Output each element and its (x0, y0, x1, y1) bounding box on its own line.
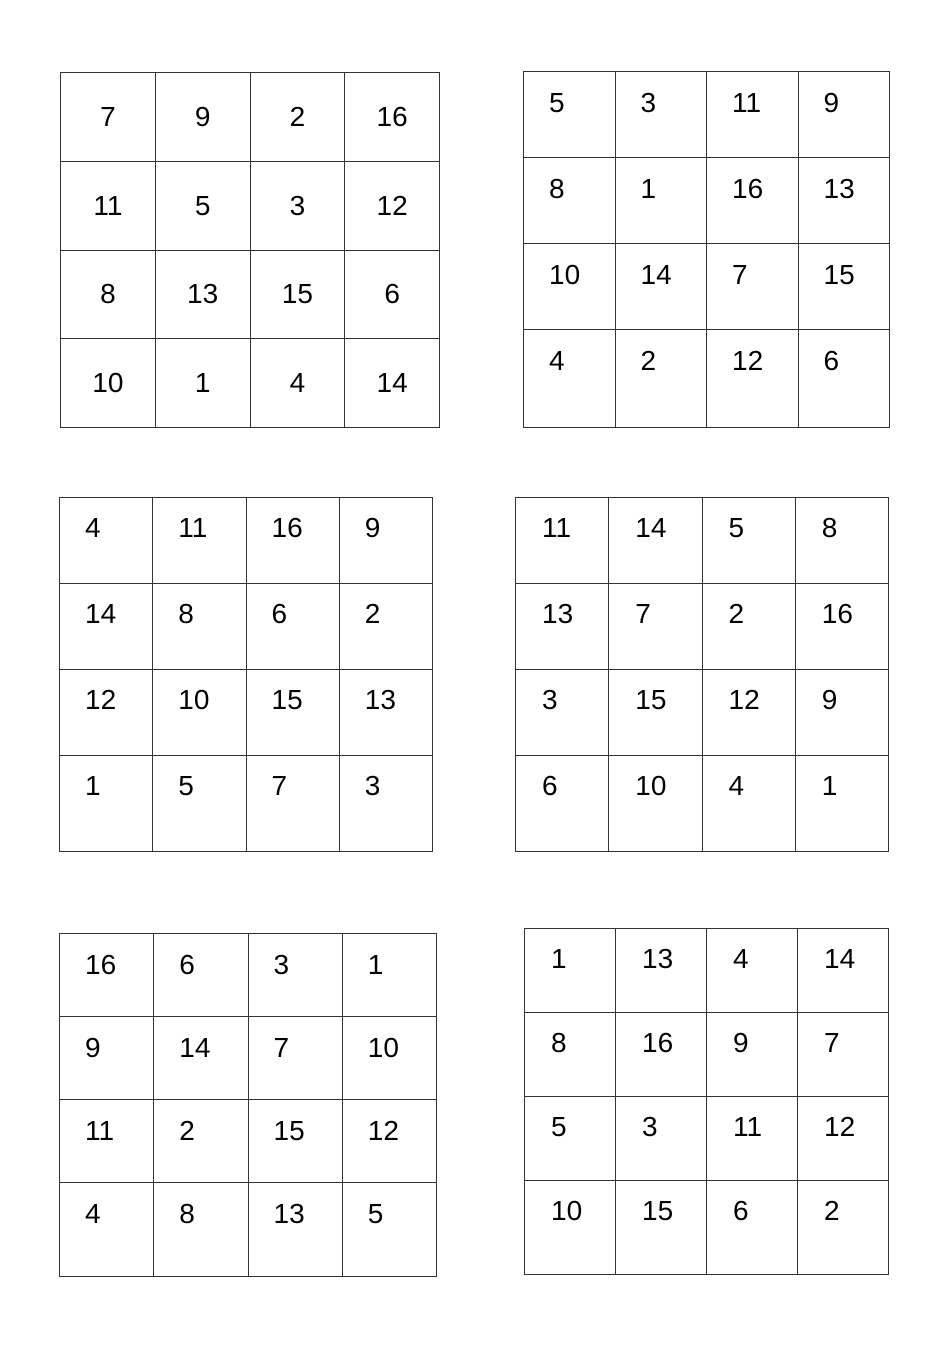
grid-row (525, 929, 889, 1013)
grid-cell: 14 (345, 339, 440, 428)
grid-cell: 1 (155, 339, 250, 428)
grid-cell: 2 (339, 584, 432, 670)
grid-cell: 11 (707, 72, 799, 158)
grid-cell: 13 (155, 250, 250, 339)
grid-cell: 8 (154, 1183, 248, 1277)
grid-row (524, 72, 890, 158)
grid-cell: 4 (250, 339, 345, 428)
grid-cell: 8 (61, 250, 156, 339)
grid-cell: 15 (609, 670, 702, 756)
grid-cell: 10 (61, 339, 156, 428)
grid-cell: 10 (609, 756, 702, 852)
grid-cell: 7 (61, 73, 156, 162)
grid-cell: 2 (154, 1100, 248, 1183)
grid-cell: 3 (615, 72, 707, 158)
grid-cell: 9 (339, 498, 432, 584)
grid-row (60, 498, 433, 584)
grid-cell: 2 (702, 584, 795, 670)
grid-cell: 3 (250, 161, 345, 250)
grid-cell: 4 (60, 498, 153, 584)
grid-cell: 2 (615, 330, 707, 428)
grid-cell: 5 (524, 72, 616, 158)
grid-row (60, 670, 433, 756)
grid-row (516, 670, 889, 756)
grid-row (61, 250, 440, 339)
grid-cell: 13 (339, 670, 432, 756)
grid-cell: 11 (153, 498, 246, 584)
grid-cell: 16 (707, 158, 799, 244)
grid-cell: 15 (798, 244, 890, 330)
grid-row (524, 158, 890, 244)
grid-cell: 13 (248, 1183, 342, 1277)
grid-cell: 11 (516, 498, 609, 584)
grid-cell: 14 (609, 498, 702, 584)
grid-row (60, 934, 437, 1017)
grid-cell: 11 (60, 1100, 154, 1183)
grid-cell: 5 (342, 1183, 436, 1277)
grid-row (516, 584, 889, 670)
number-grid-1 (60, 72, 440, 428)
grid-row (60, 584, 433, 670)
grid-cell: 12 (798, 1097, 889, 1181)
grid-cell: 8 (795, 498, 888, 584)
grid-cell: 5 (702, 498, 795, 584)
grid-cell: 4 (702, 756, 795, 852)
grid-cell: 6 (516, 756, 609, 852)
grid-cell: 1 (795, 756, 888, 852)
grid-row (516, 498, 889, 584)
grid-cell: 3 (339, 756, 432, 852)
grid-cell: 3 (516, 670, 609, 756)
grid-cell: 14 (615, 244, 707, 330)
grid-cell: 16 (246, 498, 339, 584)
grid-cell: 4 (524, 330, 616, 428)
grid-cell: 10 (342, 1017, 436, 1100)
grid-cell: 15 (246, 670, 339, 756)
grid-row (61, 339, 440, 428)
grid-cell: 2 (250, 73, 345, 162)
grid-cell: 1 (615, 158, 707, 244)
grid-cell: 12 (342, 1100, 436, 1183)
grid-cell: 13 (516, 584, 609, 670)
grid-cell: 11 (707, 1097, 798, 1181)
grid-cell: 3 (248, 934, 342, 1017)
grid-cell: 12 (345, 161, 440, 250)
grid-cell: 12 (60, 670, 153, 756)
grid-cell: 7 (798, 1013, 889, 1097)
grid-cell: 9 (60, 1017, 154, 1100)
grid-cell: 4 (707, 929, 798, 1013)
number-grid-3 (59, 497, 433, 852)
grid-cell: 16 (60, 934, 154, 1017)
grid-cell: 15 (248, 1100, 342, 1183)
grid-row (60, 756, 433, 852)
grid-cell: 6 (154, 934, 248, 1017)
grid-cell: 9 (707, 1013, 798, 1097)
grid-cell: 8 (525, 1013, 616, 1097)
grid-row (516, 756, 889, 852)
grid-cell: 8 (153, 584, 246, 670)
grid-cell: 6 (707, 1181, 798, 1275)
number-grid-5 (59, 933, 437, 1277)
grid-row (525, 1097, 889, 1181)
grid-cell: 5 (153, 756, 246, 852)
number-grid-6 (524, 928, 889, 1275)
grid-cell: 7 (707, 244, 799, 330)
grid-cell: 16 (616, 1013, 707, 1097)
grid-row (524, 330, 890, 428)
grid-row (525, 1013, 889, 1097)
grid-cell: 2 (798, 1181, 889, 1275)
grid-cell: 6 (345, 250, 440, 339)
grid-cell: 8 (524, 158, 616, 244)
grid-cell: 6 (246, 584, 339, 670)
grid-row (61, 73, 440, 162)
grid-cell: 14 (798, 929, 889, 1013)
grid-cell: 15 (616, 1181, 707, 1275)
grid-cell: 1 (525, 929, 616, 1013)
grid-cell: 16 (345, 73, 440, 162)
grid-cell: 13 (798, 158, 890, 244)
grid-cell: 13 (616, 929, 707, 1013)
grid-cell: 12 (702, 670, 795, 756)
grid-cell: 10 (525, 1181, 616, 1275)
grid-row (61, 161, 440, 250)
grid-cell: 9 (155, 73, 250, 162)
grid-cell: 1 (60, 756, 153, 852)
grid-cell: 15 (250, 250, 345, 339)
grid-cell: 7 (246, 756, 339, 852)
grid-cell: 7 (248, 1017, 342, 1100)
number-grid-4 (515, 497, 889, 852)
grid-cell: 5 (525, 1097, 616, 1181)
grid-cell: 5 (155, 161, 250, 250)
grid-row (524, 244, 890, 330)
grid-cell: 3 (616, 1097, 707, 1181)
grid-cell: 16 (795, 584, 888, 670)
grid-row (60, 1100, 437, 1183)
grid-row (525, 1181, 889, 1275)
grid-cell: 10 (153, 670, 246, 756)
grid-cell: 4 (60, 1183, 154, 1277)
grid-cell: 11 (61, 161, 156, 250)
grid-cell: 1 (342, 934, 436, 1017)
grid-row (60, 1183, 437, 1277)
grid-cell: 9 (798, 72, 890, 158)
grid-cell: 12 (707, 330, 799, 428)
grid-cell: 6 (798, 330, 890, 428)
number-grid-2 (523, 71, 890, 428)
grid-cell: 14 (154, 1017, 248, 1100)
grid-cell: 10 (524, 244, 616, 330)
grid-row (60, 1017, 437, 1100)
grid-cell: 9 (795, 670, 888, 756)
grid-cell: 14 (60, 584, 153, 670)
grid-cell: 7 (609, 584, 702, 670)
